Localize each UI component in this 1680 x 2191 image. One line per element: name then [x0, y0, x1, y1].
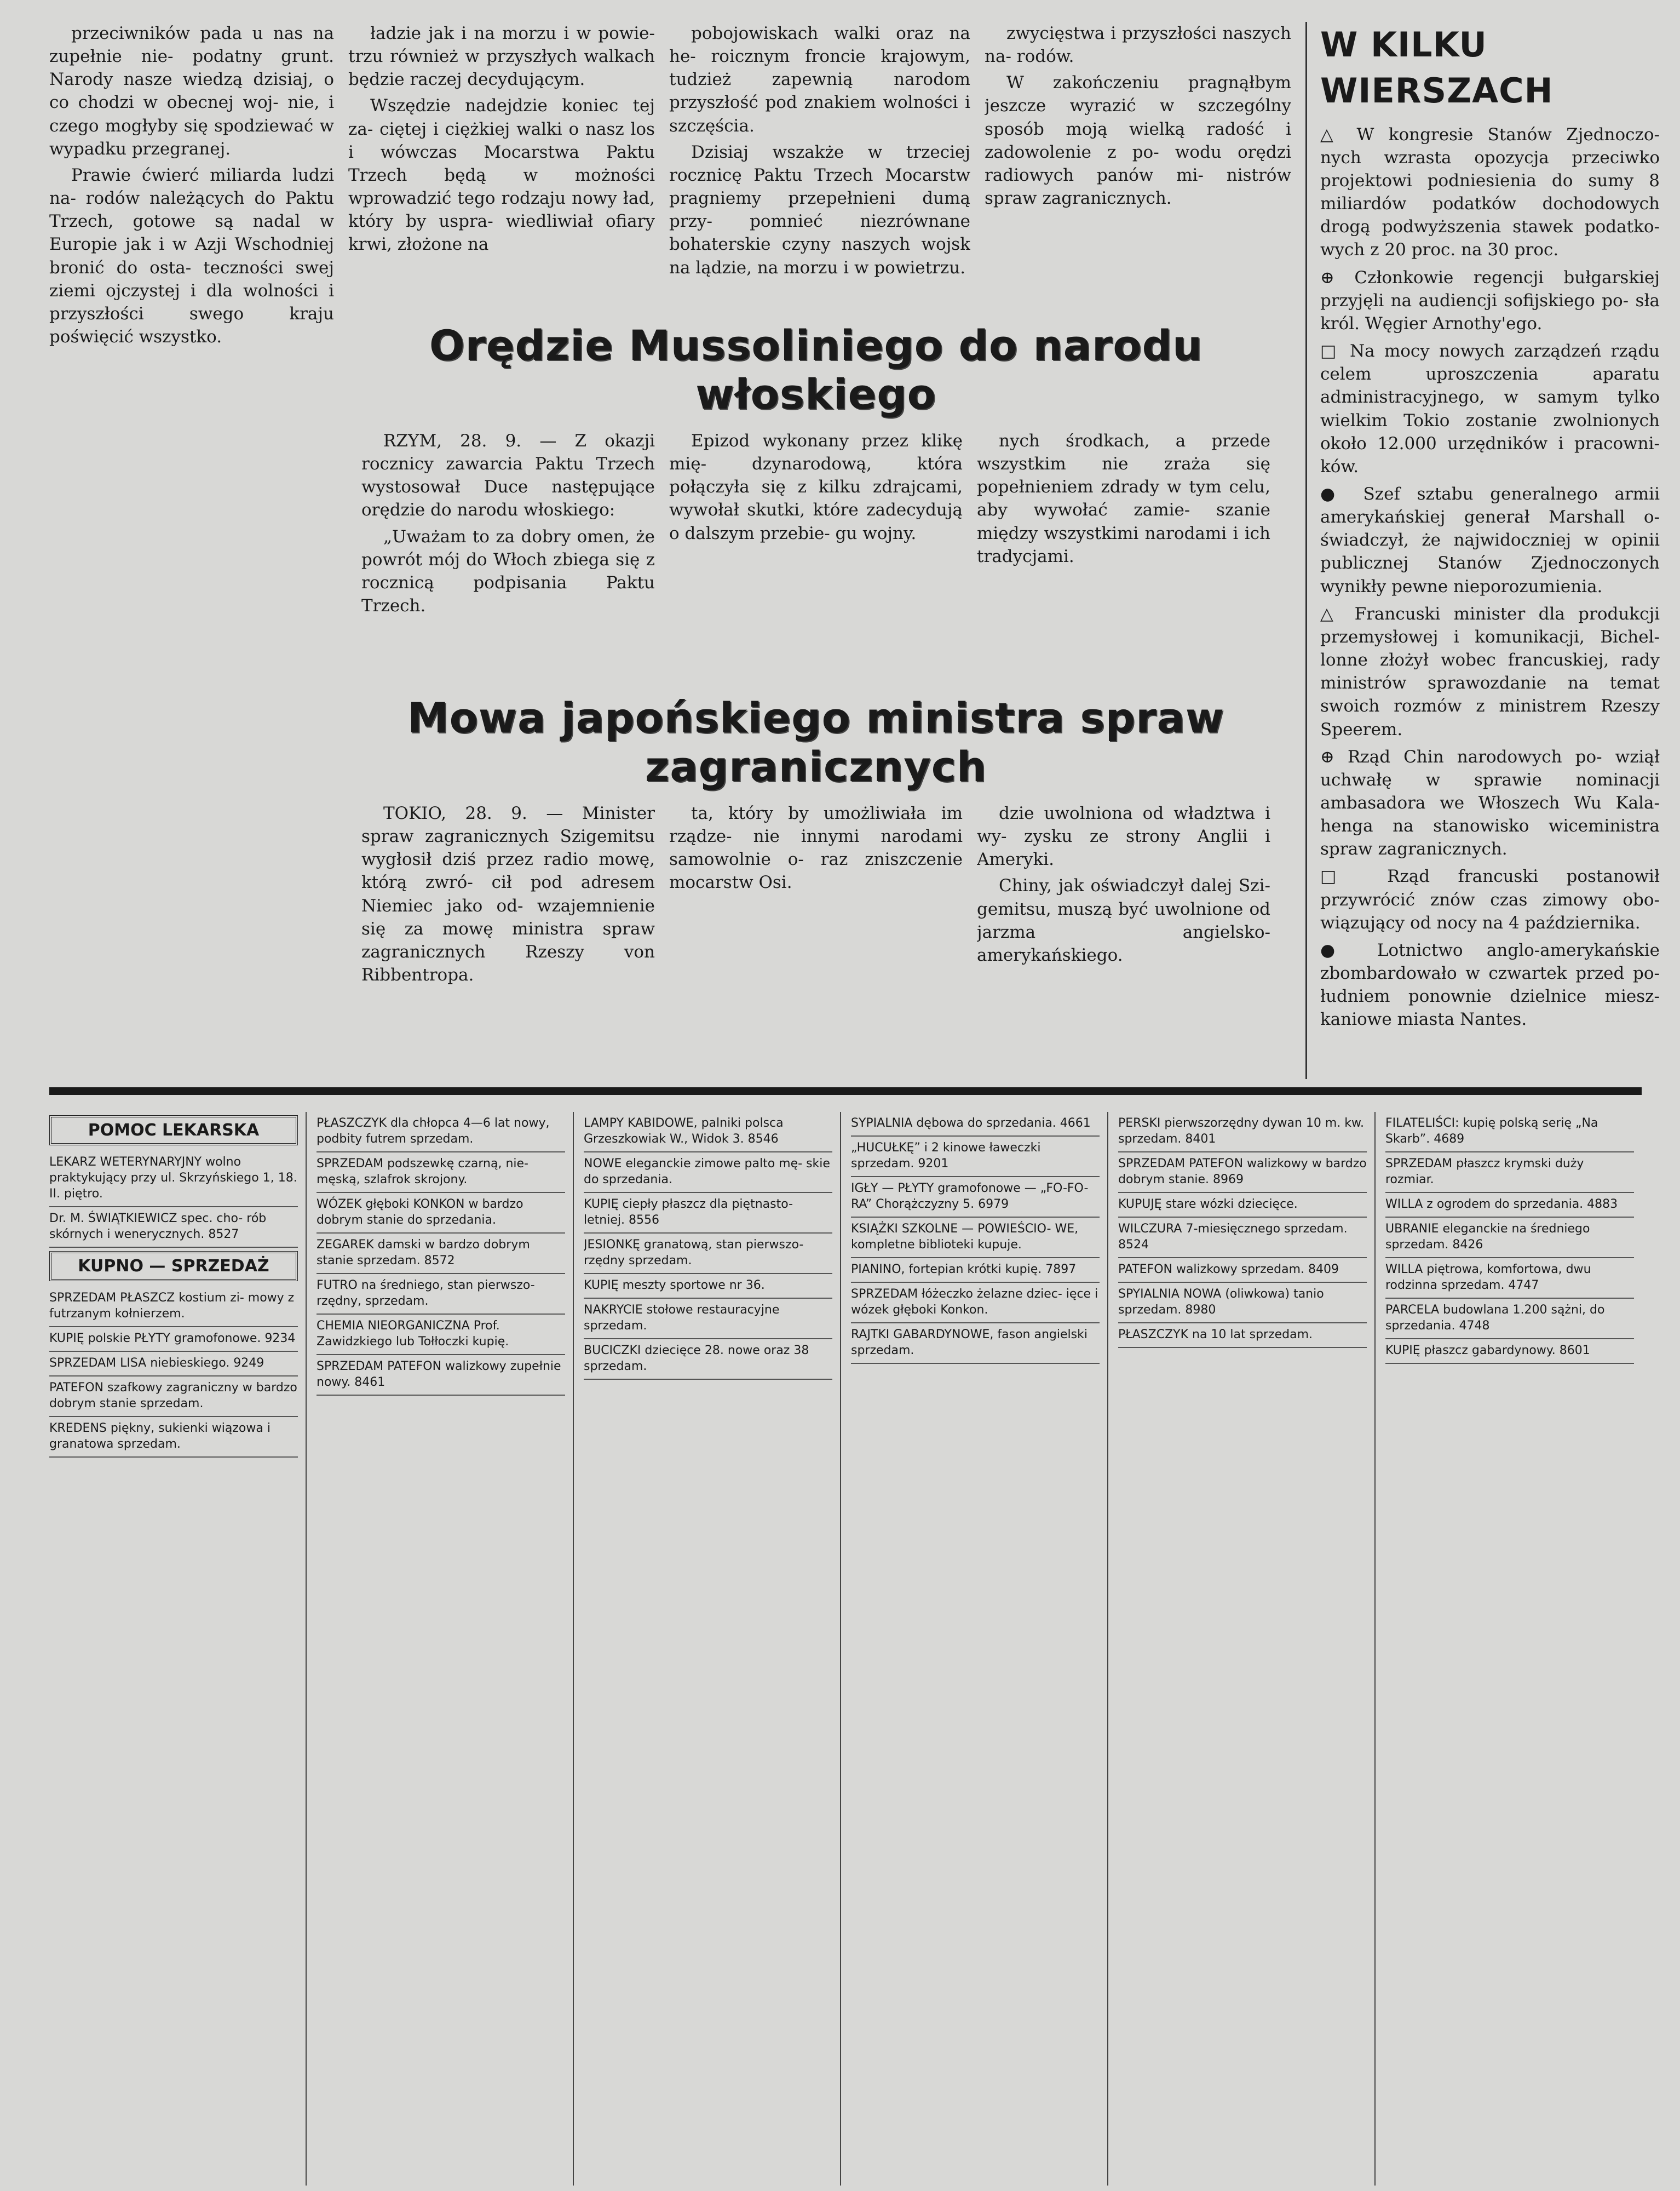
mussolini-article: [361, 307, 1270, 621]
section-heading-medical: POMOC LEKARSKA: [49, 1115, 298, 1145]
classified-ad: KUPIĘ ciepły płaszcz dla piętnasto- letniej. 8556: [584, 1193, 832, 1234]
article-column: [977, 429, 1270, 621]
paragraph: RZYM, 28. 9. — Z okazji rocznicy zawarcia Paktu Trzech wystosował Duce następujące orędzie do narodu włoskiego:: [361, 431, 655, 520]
classified-ad: CHEMIA NIEORGANICZNA Prof. Zawidzkiego lub Tołłoczki kupię.: [317, 1315, 565, 1355]
classified-ad: KUPUJĘ stare wózki dziecięce.: [1118, 1193, 1367, 1218]
classified-ad: SPYIALNIA NOWA (oliwkowa) tanio sprzedam. 8980: [1118, 1283, 1367, 1323]
brief-item: △ W kongresie Stanów Zjednoczo- nych wzrasta opozycja przeciwko projektowi podniesienia do sumy 8 miliardów podatków dochodowych drogą podwyższenia stawek podatko- wych z 20 proc. na 30 proc.: [1320, 124, 1660, 260]
classified-ad: SYPIALNIA dębowa do sprzedania. 4661: [851, 1112, 1100, 1137]
paragraph: TOKIO, 28. 9. — Minister spraw zagranicznych Szigemitsu wygłosił dziś przez radio mowę, którą zwró- cił pod adresem Niemiec jako od- wzajemnienie się za mowę ministra spraw zagranicznych Rzeszy von Ribbentropa.: [361, 804, 655, 985]
paragraph: nych środkach, a przede wszystkim nie zraża się popełnieniem zdrady w tym celu, aby wywołać zamie- szanie między wszystkimi narodami i ich tradycjami.: [977, 431, 1270, 566]
classified-ad: PERSKI pierwszorzędny dywan 10 m. kw. sprzedam. 8401: [1118, 1112, 1367, 1152]
section-heading-sale: KUPNO — SPRZEDAŻ: [49, 1251, 298, 1281]
brief-item: □ Na mocy nowych zarządzeń rządu celem uproszczenia aparatu administracyjnego, w samym tylko wielkim Tokio zostanie zwolnionych około 12.000 urzędników i pracowni- ków.: [1320, 341, 1660, 477]
classified-column: [317, 1112, 574, 2186]
paragraph: pobojowiskach walki oraz na he- roicznym froncie krajowym, tudzież zapewnią narodom przyszłość pod znakiem wolności i szczęścia.: [669, 24, 970, 136]
paragraph: W zakończeniu pragnąłbym jeszcze wyrazić w szczególny sposób moją wielką radość i zadowolenie z po- wodu orędzi radiowych panów mi- nistrów spraw zagranicznych.: [985, 73, 1291, 209]
classified-ad: KUPIĘ polskie PŁYTY gramofonowe. 9234: [49, 1327, 298, 1352]
classified-ad: PIANINO, fortepian krótki kupię. 7897: [851, 1258, 1100, 1283]
brief-item: △ Francuski minister dla produkcji przemysłowej i komunikacji, Bichel- lonne złożył wobec francuskiej, rady ministrów sprawozdanie na temat swoich rozmów z ministrem Rzeszy Speerem.: [1320, 604, 1660, 739]
classified-ad: SPRZEDAM LISA niebieskiego. 9249: [49, 1352, 298, 1376]
classified-ad: RAJTKI GABARDYNOWE, fason angielski sprzedam.: [851, 1323, 1100, 1364]
brief-item: □ Rząd francuski postanowił przywrócić znów czas zimowy obo- wiązujący od nocy na 4 października.: [1320, 867, 1660, 933]
paragraph: Wszędzie nadejdzie koniec tej za- ciętej i ciężkiej walki o nasz los i wówczas Mocarstwa Paktu Trzech będą w możności wprowadzić tego rodzaju nowy ład, który by uspra- wiedliwiał ofiary krwi, złożone na: [348, 96, 655, 255]
classified-ad: FUTRO na średniego, stan pierwszo- rzędny, sprzedam.: [317, 1274, 565, 1315]
article-column: [669, 802, 963, 990]
article-column: [977, 802, 1270, 990]
classified-ad: SPRZEDAM PATEFON walizkowy w bardzo dobrym stanie. 8969: [1118, 1152, 1367, 1193]
classified-column: [1118, 1112, 1376, 2186]
classified-ad: KREDENS piękny, sukienki wiązowa i granatowa sprzedam.: [49, 1417, 298, 1458]
headline-japan: Mowa japońskiego ministra spraw zagranicznych: [407, 693, 1225, 791]
brief-item: ⊕ Rząd Chin narodowych po- wziął uchwałę w sprawie nominacji ambasadora we Włoszech Wu Kala- henga na stanowisko wiceministra spraw zagranicznych.: [1320, 747, 1660, 859]
paragraph: zwycięstwa i przyszłości naszych na- rodów.: [985, 24, 1291, 67]
paragraph: dzie uwolniona od władztwa i wy- zysku ze strony Anglii i Ameryki.: [977, 804, 1270, 870]
classified-column: [49, 1112, 307, 2186]
paragraph: Prawie ćwierć miliarda ludzi na- rodów należących do Paktu Trzech, gotowe są nadal w Europie jak i w Azji Wschodniej bronić do osta- teczności swej ziemi ojczystej i dla wolności i przyszłości swego kraju poświęcić wszystko.: [49, 165, 334, 347]
brief-item: ⊕ Członkowie regencji bułgarskiej przyjęli na audiencji sofijskiego po- sła król. Węgier Arnothy'ego.: [1320, 267, 1660, 334]
classified-ad: KUPIĘ meszty sportowe nr 36.: [584, 1274, 832, 1299]
classifieds: [49, 1112, 1642, 2186]
paragraph: Dzisiaj wszakże w trzeciej rocznicę Paktu Trzech Mocarstw pragniemy przepełnieni dumą przy- pomnieć niezrównane bohaterskie czyny naszych wojsk na lądzie, na morzu i w powietrzu.: [669, 142, 970, 278]
classified-ad: WILLA z ogrodem do sprzedania. 4883: [1385, 1193, 1634, 1218]
article-column: [361, 802, 655, 990]
classified-ad: WILLA piętrowa, komfortowa, dwu rodzinna sprzedam. 4747: [1385, 1258, 1634, 1299]
japan-article: [361, 679, 1270, 990]
classified-column: [851, 1112, 1108, 2186]
classified-ad: WILCZURA 7-miesięcznego sprzedam. 8524: [1118, 1218, 1367, 1258]
paragraph: „Uważam to za dobry omen, że powrót mój do Włoch zbiega się z rocznicą podpisania Paktu Trzech.: [361, 526, 655, 616]
classified-ad: SPRZEDAM łóżeczko żelazne dziec- ięce i wózek głęboki Konkon.: [851, 1283, 1100, 1323]
paragraph: Epizod wykonany przez klikę mię- dzynarodową, która połączyła się z kilku zdrajcami, wywołał skutki, które zadecydują o dalszym przebie- gu wojny.: [669, 431, 963, 543]
brief-item: ● Szef sztabu generalnego armii amerykańskiej generał Marshall o- świadczył, że najwidoczniej w opinii publicznej Stanów Zjednoczonych wynikły pewne nieporozumienia.: [1320, 484, 1660, 596]
classified-ad: „HUCUŁKĘ” i 2 kinowe ławeczki sprzedam. 9201: [851, 1137, 1100, 1177]
classified-ad: LAMPY KABIDOWE, palniki polsca Grzeszkowiak W., Widok 3. 8546: [584, 1112, 832, 1152]
classified-ad: PŁASZCZYK dla chłopca 4—6 lat nowy, podbity futrem sprzedam.: [317, 1112, 565, 1152]
classified-column: [584, 1112, 841, 2186]
classified-ad: LEKARZ WETERYNARYJNY wolno praktykujący przy ul. Skrzyńskiego 1, 18. II. piętro.: [49, 1151, 298, 1207]
paragraph: przeciwników pada u nas na zupełnie nie- podatny grunt. Narody nasze wiedzą dzisiaj, o co chodzi w obecnej woj- nie, i czego mogłyby się spodziewać w wypadku przegranej.: [49, 24, 334, 159]
classified-ad: NOWE eleganckie zimowe palto mę- skie do sprzedania.: [584, 1152, 832, 1193]
classified-ad: NAKRYCIE stołowe restauracyjne sprzedam.: [584, 1299, 832, 1339]
classified-ad: WÓZEK głęboki KONKON w bardzo dobrym stanie do sprzedania.: [317, 1193, 565, 1234]
article-column-1: [49, 22, 334, 1079]
headline-mussolini: Orędzie Mussoliniego do narodu włoskiego: [429, 321, 1203, 418]
classified-ad: SPRZEDAM podszewkę czarną, nie- męską, szlafrok skrojony.: [317, 1152, 565, 1193]
classified-ad: SPRZEDAM PŁASZCZ kostium zi- mowy z futrzanym kołnierzem.: [49, 1287, 298, 1327]
news-brief-sidebar: [1305, 22, 1660, 1079]
classified-ad: KUPIĘ płaszcz gabardynowy. 8601: [1385, 1339, 1634, 1364]
paragraph: ta, który by umożliwiała im rządze- nie innymi narodami samowolnie o- raz zniszczenie mocarstw Osi.: [669, 804, 963, 893]
classified-ad: PARCELA budowlana 1.200 sążni, do sprzedania. 4748: [1385, 1299, 1634, 1339]
paragraph: ładzie jak i na morzu i w powie- trzu również w przyszłych walkach będzie raczej decydującym.: [348, 24, 655, 90]
classified-ad: FILATELIŚCI: kupię polską serię „Na Skarb”. 4689: [1385, 1112, 1634, 1152]
paragraph: Chiny, jak oświadczył dalej Szi- gemitsu, muszą być uwolnione od jarzma angielsko-amerykańskiego.: [977, 876, 1270, 965]
classified-ad: Dr. M. ŚWIĄTKIEWICZ spec. cho- rób skórnych i wenerycznych. 8527: [49, 1207, 298, 1248]
brief-item: ● Lotnictwo anglo-amerykańskie zbombardowało w czwartek przed po- łudniem ponownie dzielnice miesz- kaniowe miasta Nantes.: [1320, 940, 1660, 1030]
sidebar-title: W KILKU WIERSZACH: [1320, 25, 1554, 111]
classified-ad: SPRZEDAM płaszcz krymski duży rozmiar.: [1385, 1152, 1634, 1193]
classified-column: [1385, 1112, 1642, 2186]
classified-ad: PATEFON szafkowy zagraniczny w bardzo dobrym stanie sprzedam.: [49, 1376, 298, 1417]
classified-ad: BUCICZKI dziecięce 28. nowe oraz 38 sprzedam.: [584, 1339, 832, 1380]
article-column: [361, 429, 655, 621]
classified-ad: ZEGAREK damski w bardzo dobrym stanie sprzedam. 8572: [317, 1234, 565, 1274]
classified-ad: JESIONKĘ granatową, stan pierwszo- rzędny sprzedam.: [584, 1234, 832, 1274]
classified-ad: KSIĄŻKI SZKOLNE — POWIEŚCIO- WE, kompletne biblioteki kupuje.: [851, 1218, 1100, 1258]
classified-ad: IGŁY — PŁYTY gramofonowe — „FO-FO-RA” Chorążczyzny 5. 6979: [851, 1177, 1100, 1218]
section-divider: [49, 1087, 1642, 1095]
classified-ad: PŁASZCZYK na 10 lat sprzedam.: [1118, 1323, 1367, 1348]
classified-ad: PATEFON walizkowy sprzedam. 8409: [1118, 1258, 1367, 1283]
classified-ad: SPRZEDAM PATEFON walizkowy zupełnie nowy. 8461: [317, 1355, 565, 1396]
classified-ad: UBRANIE eleganckie na średniego sprzedam. 8426: [1385, 1218, 1634, 1258]
article-column: [669, 429, 963, 621]
